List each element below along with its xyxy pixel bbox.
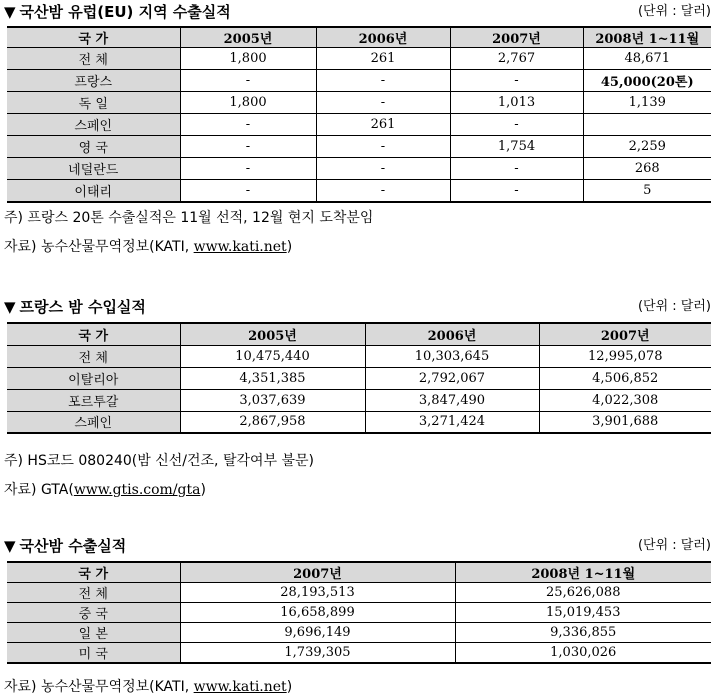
value-cell: - — [316, 92, 450, 114]
col-header: 2006년 — [316, 27, 450, 48]
country-cell: 영 국 — [7, 136, 180, 158]
table-row — [7, 411, 711, 433]
country-cell: 포르투갈 — [7, 389, 180, 411]
value-cell: 10,303,645 — [365, 345, 539, 367]
country-cell: 이태리 — [7, 180, 180, 202]
col-header: 2005년 — [180, 323, 365, 345]
value-cell: 2,792,067 — [365, 367, 539, 389]
country-cell: 일 본 — [7, 623, 180, 643]
table-row — [7, 92, 711, 114]
korea-export-table — [7, 561, 711, 664]
kati-link[interactable]: www.kati.net — [193, 239, 287, 255]
country-cell: 중 국 — [7, 603, 180, 623]
value-cell: 1,800 — [180, 48, 316, 70]
section2-title: ▼ 프랑스 밤 수입실적 — [4, 298, 146, 316]
value-cell: - — [316, 136, 450, 158]
col-header: 2007년 — [450, 27, 583, 48]
col-header: 2008년 1~11월 — [583, 27, 711, 48]
value-cell: 1,739,305 — [180, 643, 455, 664]
value-cell: - — [450, 70, 583, 92]
country-cell: 스페인 — [7, 114, 180, 136]
value-cell: 28,193,513 — [180, 583, 455, 603]
country-cell: 이탈리아 — [7, 367, 180, 389]
section1-note: 주) 프랑스 20톤 수출실적은 11월 선적, 12월 현지 도착분임 — [4, 210, 374, 226]
value-cell: 48,671 — [583, 48, 711, 70]
value-cell: 2,767 — [450, 48, 583, 70]
value-cell: 25,626,088 — [455, 583, 711, 603]
value-cell: 1,800 — [180, 92, 316, 114]
table-header-row — [7, 562, 711, 583]
table-header-row — [7, 27, 711, 48]
col-header: 2007년 — [180, 562, 455, 583]
value-cell: 261 — [316, 48, 450, 70]
table-row — [7, 345, 711, 367]
value-cell: 9,336,855 — [455, 623, 711, 643]
eu-export-table — [7, 26, 711, 203]
country-cell: 네덜란드 — [7, 158, 180, 180]
value-cell: - — [180, 180, 316, 202]
value-cell: 4,022,308 — [539, 389, 711, 411]
section1-title: ▼ 국산밤 유럽(EU) 지역 수출실적 — [4, 3, 231, 21]
value-cell: 1,139 — [583, 92, 711, 114]
value-cell: 3,271,424 — [365, 411, 539, 433]
value-cell: 10,475,440 — [180, 345, 365, 367]
col-header: 2005년 — [180, 27, 316, 48]
section2-unit: (단위 : 달러) — [637, 299, 711, 314]
table-row — [7, 180, 711, 202]
table-row — [7, 389, 711, 411]
value-cell: - — [180, 70, 316, 92]
section1-unit: (단위 : 달러) — [637, 4, 711, 19]
section1-source: 자료) 농수산물무역정보(KATI, www.kati.net) — [4, 239, 293, 255]
value-cell: - — [180, 158, 316, 180]
section3-source: 자료) 농수산물무역정보(KATI, www.kati.net) — [4, 679, 293, 695]
section2-header — [4, 296, 711, 318]
country-cell: 전 체 — [7, 345, 180, 367]
value-cell: - — [316, 180, 450, 202]
table-row — [7, 70, 711, 92]
value-cell: - — [316, 70, 450, 92]
value-cell: 268 — [583, 158, 711, 180]
country-cell: 프랑스 — [7, 70, 180, 92]
gtis-link[interactable]: www.gtis.com/gta — [73, 482, 201, 498]
value-cell: 5 — [583, 180, 711, 202]
value-cell: - — [316, 158, 450, 180]
value-cell: 3,901,688 — [539, 411, 711, 433]
down-triangle-icon: ▼ — [4, 298, 16, 316]
country-cell: 독 일 — [7, 92, 180, 114]
table-row — [7, 114, 711, 136]
col-header: 국 가 — [7, 562, 180, 583]
kati-link[interactable]: www.kati.net — [193, 679, 287, 695]
country-cell: 전 체 — [7, 583, 180, 603]
value-cell — [583, 114, 711, 136]
value-cell: 1,030,026 — [455, 643, 711, 664]
value-cell: 4,351,385 — [180, 367, 365, 389]
country-cell: 전 체 — [7, 48, 180, 70]
table-row — [7, 136, 711, 158]
down-triangle-icon: ▼ — [4, 537, 16, 555]
value-cell: - — [450, 158, 583, 180]
value-cell: 4,506,852 — [539, 367, 711, 389]
value-cell: 3,037,639 — [180, 389, 365, 411]
section1-header — [4, 1, 711, 23]
value-cell: 16,658,899 — [180, 603, 455, 623]
table-row — [7, 48, 711, 70]
section3-title: ▼ 국산밤 수출실적 — [4, 537, 127, 555]
down-triangle-icon: ▼ — [4, 3, 16, 21]
col-header: 국 가 — [7, 27, 180, 48]
table-row — [7, 367, 711, 389]
value-cell: 45,000(20톤) — [583, 70, 711, 92]
country-cell: 스페인 — [7, 411, 180, 433]
section2-source: 자료) GTA(www.gtis.com/gta) — [4, 482, 206, 498]
table-header-row — [7, 323, 711, 345]
value-cell: - — [450, 180, 583, 202]
value-cell: 12,995,078 — [539, 345, 711, 367]
section3-unit: (단위 : 달러) — [637, 538, 711, 553]
table-row — [7, 603, 711, 623]
table-row — [7, 643, 711, 664]
value-cell: 261 — [316, 114, 450, 136]
value-cell: 3,847,490 — [365, 389, 539, 411]
value-cell: 1,754 — [450, 136, 583, 158]
value-cell: - — [180, 136, 316, 158]
table-row — [7, 623, 711, 643]
col-header: 2006년 — [365, 323, 539, 345]
col-header: 2007년 — [539, 323, 711, 345]
value-cell: 15,019,453 — [455, 603, 711, 623]
value-cell: 2,867,958 — [180, 411, 365, 433]
country-cell: 미 국 — [7, 643, 180, 664]
france-import-table — [7, 322, 711, 434]
section2-note: 주) HS코드 080240(밤 신선/건조, 탈각여부 불문) — [4, 453, 314, 469]
section3-header — [4, 535, 711, 557]
table-row — [7, 158, 711, 180]
value-cell: 9,696,149 — [180, 623, 455, 643]
value-cell: 1,013 — [450, 92, 583, 114]
col-header: 국 가 — [7, 323, 180, 345]
value-cell: - — [450, 114, 583, 136]
table-row — [7, 583, 711, 603]
value-cell: - — [180, 114, 316, 136]
col-header: 2008년 1~11월 — [455, 562, 711, 583]
value-cell: 2,259 — [583, 136, 711, 158]
